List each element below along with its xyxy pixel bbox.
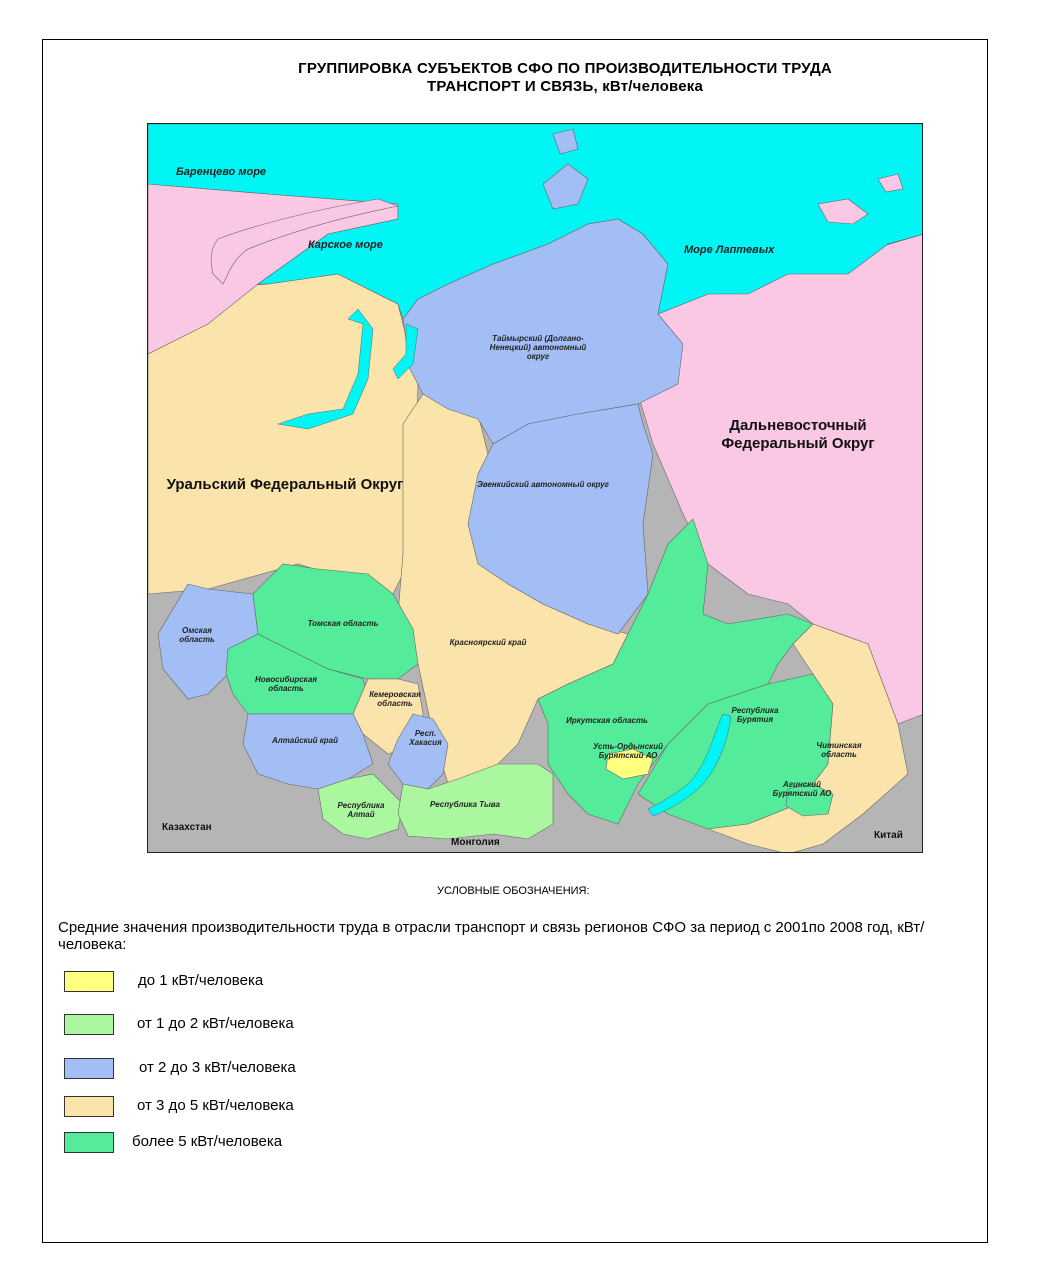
map-title-line2: ТРАНСПОРТ И СВЯЗЬ, кВт/человека bbox=[426, 78, 704, 95]
label-altai-krai: Алтайский край bbox=[272, 736, 338, 745]
label-ust-orda: Усть-Ордынский Бурятский АО bbox=[593, 742, 663, 761]
label-novosibirsk: Новосибирская область bbox=[254, 675, 317, 694]
label-barents-sea: Баренцево море bbox=[176, 166, 267, 178]
legend-title: УСЛОВНЫЕ ОБОЗНАЧЕНИЯ: bbox=[437, 885, 590, 897]
legend-label-4: от 3 до 5 кВт/человека bbox=[137, 1097, 294, 1114]
label-mongolia: Монголия bbox=[451, 837, 500, 848]
label-khakassia: Респ. Хакасия bbox=[409, 729, 442, 748]
label-ural-district: Уральский Федеральный Округ bbox=[166, 476, 404, 493]
map-area bbox=[147, 123, 923, 853]
label-far-east-district: Дальневосточный Федеральный Округ bbox=[721, 417, 875, 452]
label-altai-rep: Республика Алтай bbox=[337, 801, 385, 820]
label-aga: Агинский Бурятский АО bbox=[772, 780, 832, 799]
label-krasnoyarsk: Красноярский край bbox=[449, 638, 527, 647]
label-kara-sea: Карское море bbox=[308, 239, 383, 251]
label-evenki: Эвенкийский автономный округ bbox=[477, 480, 609, 489]
label-buryatia: Республика Бурятия bbox=[731, 706, 779, 725]
legend-swatch-2 bbox=[64, 1014, 114, 1035]
legend-swatch-5 bbox=[64, 1132, 114, 1153]
legend-description: Средние значения производительности труда в отрасли транспорт и связь регионов СФО за период с 2001по 2008 год, кВт/человека: bbox=[58, 919, 925, 954]
map-title-line1: ГРУППИРОВКА СУБЪЕКТОВ СФО ПО ПРОИЗВОДИТЕЛЬНОСТИ ТРУДА bbox=[298, 60, 832, 77]
label-kazakhstan: Казахстан bbox=[162, 822, 212, 833]
legend-swatch-1 bbox=[64, 971, 114, 992]
legend-label-5: более 5 кВт/человека bbox=[132, 1133, 283, 1150]
legend-swatch-4 bbox=[64, 1096, 114, 1117]
label-omsk: Омская область bbox=[179, 626, 215, 645]
label-kemerovo: Кемеровская область bbox=[369, 690, 421, 709]
label-tyva: Республика Тыва bbox=[430, 800, 500, 809]
label-irkutsk: Иркутская область bbox=[566, 716, 648, 725]
label-tomsk: Томская область bbox=[307, 619, 379, 628]
legend-label-1: до 1 кВт/человека bbox=[138, 972, 264, 989]
label-china: Китай bbox=[874, 830, 903, 841]
legend-label-2: от 1 до 2 кВт/человека bbox=[137, 1015, 294, 1032]
legend-swatch-3 bbox=[64, 1058, 114, 1079]
label-laptev-sea: Море Лаптевых bbox=[684, 244, 775, 256]
label-taimyr: Таймырский (Долгано-Ненецкий) автономный округ bbox=[489, 334, 587, 362]
label-chita: Читинская область bbox=[816, 741, 862, 760]
legend-label-3: от 2 до 3 кВт/человека bbox=[139, 1059, 296, 1076]
